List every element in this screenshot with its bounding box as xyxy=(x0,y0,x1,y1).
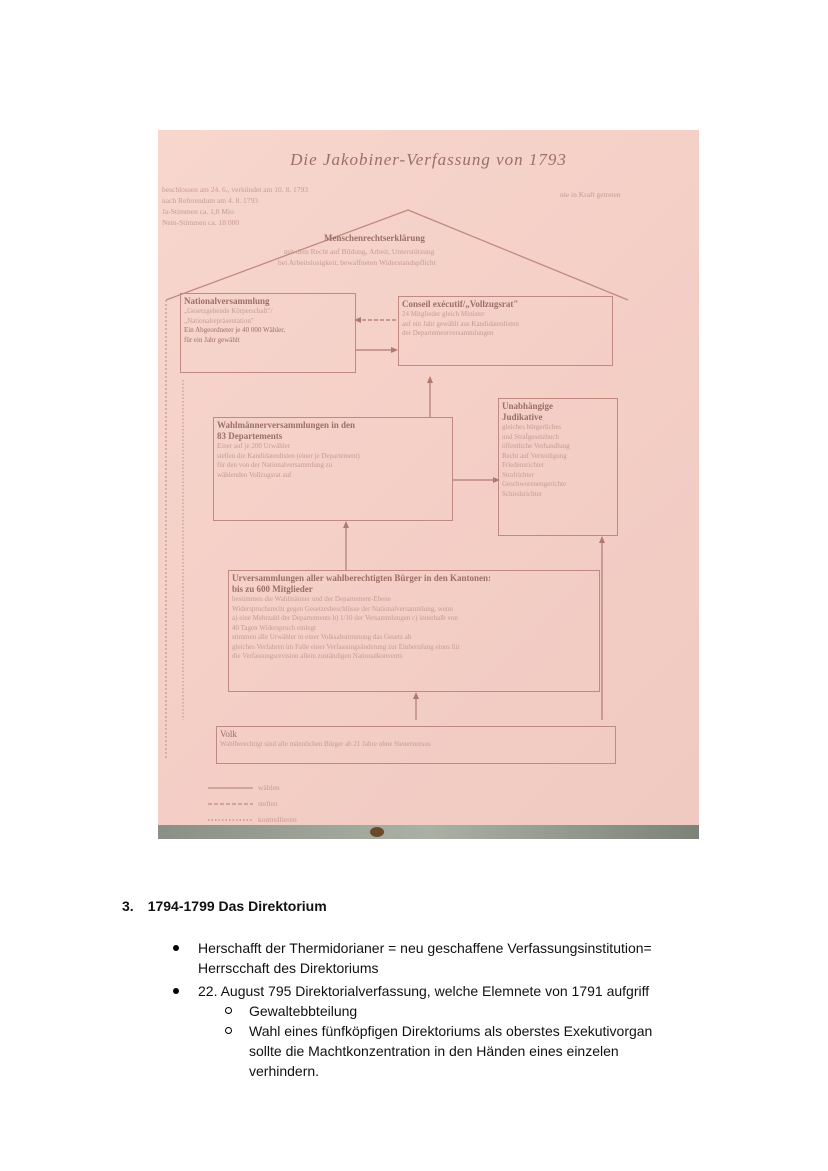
bullet-icon xyxy=(173,988,179,994)
box-line: auf ein Jahr gewählt aus Kandidatenlisten xyxy=(402,319,519,328)
list-item-line: Herschafft der Thermidorianer = neu geschaffene Verfassungsinstitution= xyxy=(198,940,652,956)
meta-line: nach Referendum am 4. 8. 1793 xyxy=(162,196,259,205)
box-title: Volk xyxy=(220,729,237,739)
meta-line: Nein-Stimmen ca. 18 000 xyxy=(162,218,240,227)
box-line: für ein Jahr gewählt xyxy=(184,335,240,344)
box-line: Wahlberechtigt sind alle männlichen Bürger ab 21 Jahre ohne Steuerzensus xyxy=(220,740,431,748)
circle-bullet-icon xyxy=(225,1007,232,1014)
box-line: Schiedsrichter xyxy=(502,489,543,498)
bullet-icon xyxy=(173,945,179,951)
box-line: 24 Mitglieder gleich Minister xyxy=(402,310,485,318)
box-line: wählenden Vollzugsrat auf xyxy=(217,470,292,479)
list-item-line: 22. August 795 Direktorialverfassung, welche Elemnete von 1791 aufgriff xyxy=(198,983,650,999)
box-line: stellen die Kandidatenlisten (einer je Departement) xyxy=(217,451,360,460)
list-item-line: Wahl eines fünfköpfigen Direktoriums als oberstes Exekutivorgan xyxy=(249,1023,653,1039)
box-line: Ein Abgeordneter je 40 000 Wähler, xyxy=(184,326,286,334)
rights-line: bei Arbeitslosigkeit, bewaffneten Widerstandspflicht xyxy=(278,258,436,267)
legend-label: wählen xyxy=(258,783,280,792)
box-line: die Verfassungsrevision allein zuständigen Nationalkonvents xyxy=(232,652,403,660)
list-item xyxy=(198,981,649,1001)
wahlmaenner-box xyxy=(213,417,453,521)
box-line: stimmen alle Urwähler in einer Volksabstimmung das Gesetz ab xyxy=(232,633,412,641)
list-item xyxy=(198,938,652,978)
box-title: Nationalversammlung xyxy=(184,296,270,306)
diagram-photo xyxy=(158,130,699,839)
box-line: für den von der Nationalversammlung zu xyxy=(217,461,333,469)
conseil-box xyxy=(398,296,613,366)
sub-list-item xyxy=(249,1001,357,1021)
diagram-title: Die Jakobiner-Verfassung von 1793 xyxy=(290,150,567,169)
urversammlungen-box xyxy=(228,570,600,692)
meta-line: Ja-Stimmen ca. 1,8 Mio xyxy=(162,207,234,216)
list-item-line: Herrscchaft des Direktoriums xyxy=(198,960,379,976)
legend-label: kontrollieren xyxy=(258,815,297,824)
list-item-line: sollte die Machtkonzentration in den Händen eines einzelen xyxy=(249,1043,619,1059)
box-line: bestimmen die Wahlmänner und der Departement-Ebene xyxy=(232,595,391,603)
rights-title: Menschenrechtserklärung xyxy=(324,233,425,243)
section-heading xyxy=(122,898,327,914)
box-line: Einer auf je 200 Urwähler xyxy=(217,442,291,450)
box-line: 40 Tagen Widerspruch einlegt xyxy=(232,623,316,632)
legend-label: stellen xyxy=(258,799,278,808)
list-item-line: Gewaltebbteilung xyxy=(249,1003,358,1019)
photo-bottom-strip xyxy=(158,825,699,839)
box-title: Wahlmännerversammlungen in den xyxy=(217,420,356,430)
rights-line: mit dem Recht auf Bildung, Arbeit, Unterstützung xyxy=(284,247,435,256)
box-line: „Gesetzgebende Körperschaft"/ xyxy=(184,307,273,315)
judikative-box xyxy=(498,398,618,536)
box-line: gleiches bürgerliches xyxy=(502,423,562,431)
meta-line: beschlossen am 24. 6., verkündet am 10. 8. 1793 xyxy=(162,185,309,194)
box-line: Strafrichter xyxy=(502,470,534,479)
nationalversammlung-box xyxy=(180,293,356,373)
sub-list-item xyxy=(249,1021,652,1081)
box-line: Recht auf Verteidigung xyxy=(502,451,567,460)
meta-right: nie in Kraft getreten xyxy=(560,190,621,199)
box-line: Widerspruchsrecht gegen Gesetzesbeschlüsse der Nationalversammlung, wenn xyxy=(232,604,453,613)
box-line: Geschworenengerichte xyxy=(502,480,567,488)
photo-object xyxy=(370,827,384,837)
box-title: bis zu 600 Mitglieder xyxy=(232,584,313,594)
box-line: und Strafgesetzbuch xyxy=(502,432,559,441)
box-title: Urversammlungen aller wahlberechtigten Bürger in den Kantonen: xyxy=(232,573,491,583)
box-title: 83 Departements xyxy=(217,431,283,441)
box-line: a) eine Mehrzahl der Departements b) 1/10 der Versammlungen c) innerhalb von xyxy=(232,614,458,622)
box-line: gleiches Verfahren im Falle einer Verfassungsänderung zur Einberufung eines für xyxy=(232,642,460,651)
circle-bullet-icon xyxy=(225,1027,232,1034)
section-title: 1794-1799 Das Direktorium xyxy=(147,898,327,914)
volk-box xyxy=(216,726,616,764)
box-line: öffentliche Verhandlung xyxy=(502,442,570,450)
box-title: Judikative xyxy=(502,412,543,422)
box-line: Friedensrichter xyxy=(502,461,545,469)
box-title: Unabhängige xyxy=(502,401,554,411)
section-number: 3. xyxy=(122,898,134,914)
box-title: Conseil exécutif/„Vollzugsrat" xyxy=(402,299,519,309)
box-line: der Departementversammlungen xyxy=(402,329,494,337)
list-item-line: verhindern. xyxy=(249,1063,320,1079)
box-line: „Nationalrepräsentation" xyxy=(184,316,254,325)
